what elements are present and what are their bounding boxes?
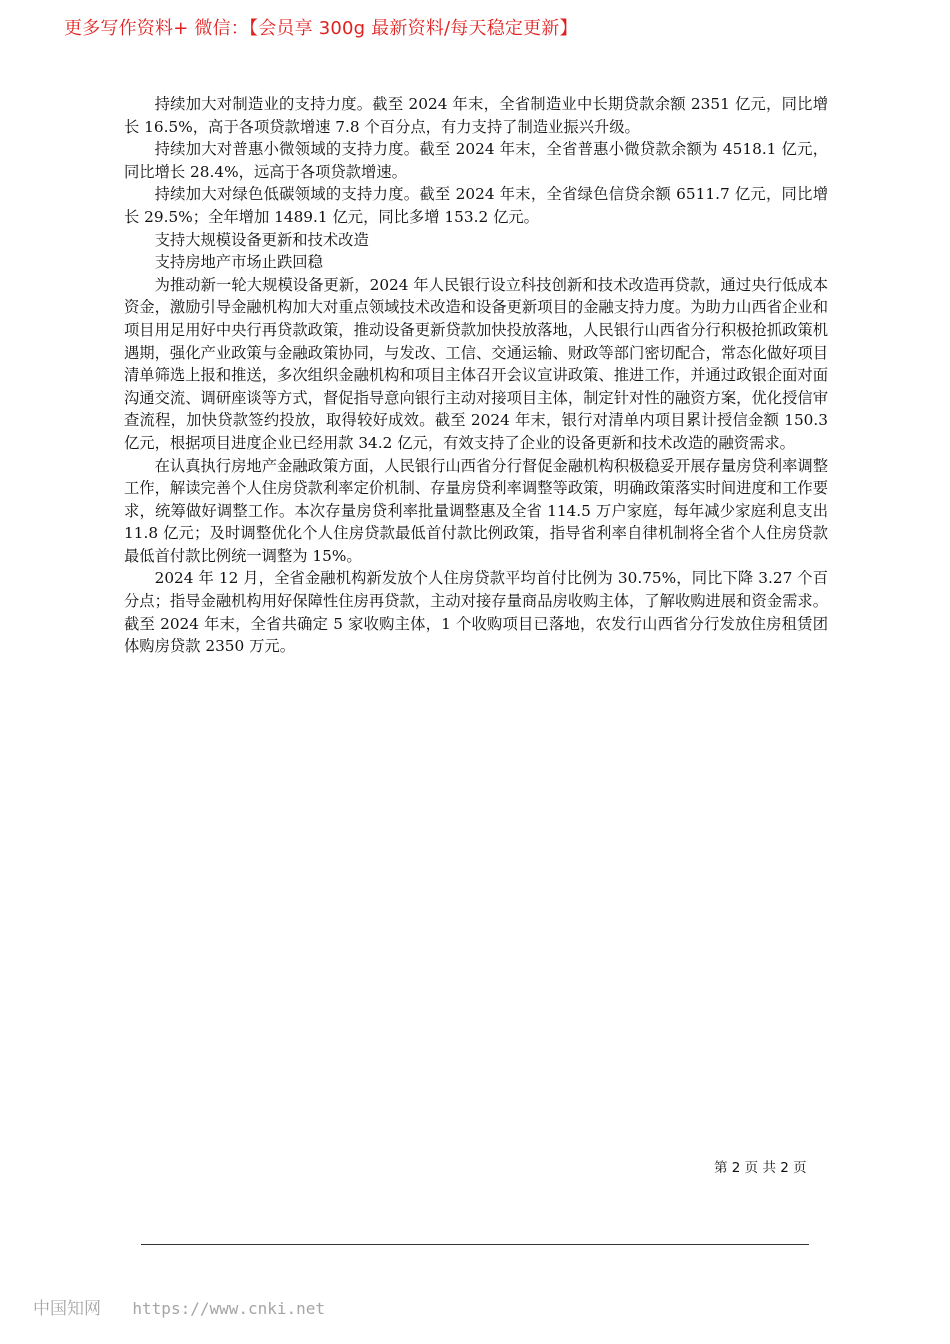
section-heading-equipment-renewal: 支持大规模设备更新和技术改造 [154, 230, 369, 249]
footer-url: https://www.cnki.net [132, 1299, 326, 1318]
footer-watermark [33, 1294, 325, 1319]
page-number: 第 2 页 共 2 页 [714, 1160, 807, 1176]
paragraph-real-estate-policy: 在认真执行房地产金融政策方面，人民银行山西省分行督促金融机构积极稳妥开展存量房贷利率调整工作，解读完善个人住房贷款利率定价机制、存量房贷利率调整等政策，明确政策落实时间进度和工作要求，统筹做好调整工作。本次存量房贷利率批量调整惠及全省 114.5 万户家庭，每年减少家庭利息支出 11.8 亿元；及时调整优化个人住房贷款最低首付款比例政策，指导省利率自律机制将全省个人住房贷款最低首付款比例统一调整为 15%。 [124, 456, 828, 565]
paragraph-housing-loans: 2024 年 12 月，全省金融机构新发放个人住房贷款平均首付比例为 30.75%，同比下降 3.27 个百分点；指导金融机构用好保障性住房再贷款，主动对接存量商品房收购主体，了解收购进展和资金需求。截至 2024 年末，全省共确定 5 家收购主体，1 个收购项目已落地，农发行山西省分行发放住房租赁团体购房贷款 2350 万元。 [124, 569, 828, 656]
section-heading-real-estate: 支持房地产市场止跌回稳 [154, 253, 323, 272]
footer-site-name: 中国知网 [33, 1299, 101, 1319]
footer-divider [141, 1244, 809, 1245]
document-body [124, 93, 828, 658]
paragraph-inclusive-finance: 持续加大对普惠小微领域的支持力度。截至 2024 年末，全省普惠小微贷款余额为 4518.1 亿元，同比增长 28.4%，远高于各项贷款增速。 [124, 140, 828, 181]
paragraph-manufacturing: 持续加大对制造业的支持力度。截至 2024 年末，全省制造业中长期贷款余额 2351 亿元，同比增长 16.5%，高于各项贷款增速 7.8 个百分点，有力支持了制造业振兴升级。 [124, 95, 828, 136]
paragraph-green-credit: 持续加大对绿色低碳领域的支持力度。截至 2024 年末，全省绿色信贷余额 6511.7 亿元，同比增长 29.5%；全年增加 1489.1 亿元，同比多增 153.2 亿元。 [124, 185, 828, 226]
paragraph-equipment-renewal: 为推动新一轮大规模设备更新，2024 年人民银行设立科技创新和技术改造再贷款，通过央行低成本资金，激励引导金融机构加大对重点领域技术改造和设备更新项目的金融支持力度。为助力山西省企业和项目用足用好中央行再贷款政策，推动设备更新贷款加快投放落地，人民银行山西省分行积极抢抓政策机遇期，强化产业政策与金融政策协同，与发改、工信、交通运输、财政等部门密切配合，常态化做好项目清单筛选上报和推送，多次组织金融机构和项目主体召开会议宣讲政策、推进工作，并通过政银企面对面沟通交流、调研座谈等方式，督促指导意向银行主动对接项目主体，制定针对性的融资方案，优化授信审查流程，加快贷款签约投放，取得较好成效。截至 2024 年末，银行对清单内项目累计授信金额 150.3 亿元，根据项目进度企业已经用款 34.2 亿元，有效支持了企业的设备更新和技术改造的融资需求。 [124, 275, 828, 452]
promo-banner: 更多写作资料+ 微信：【会员享 300g 最新资料/每天稳定更新】 [64, 18, 578, 39]
